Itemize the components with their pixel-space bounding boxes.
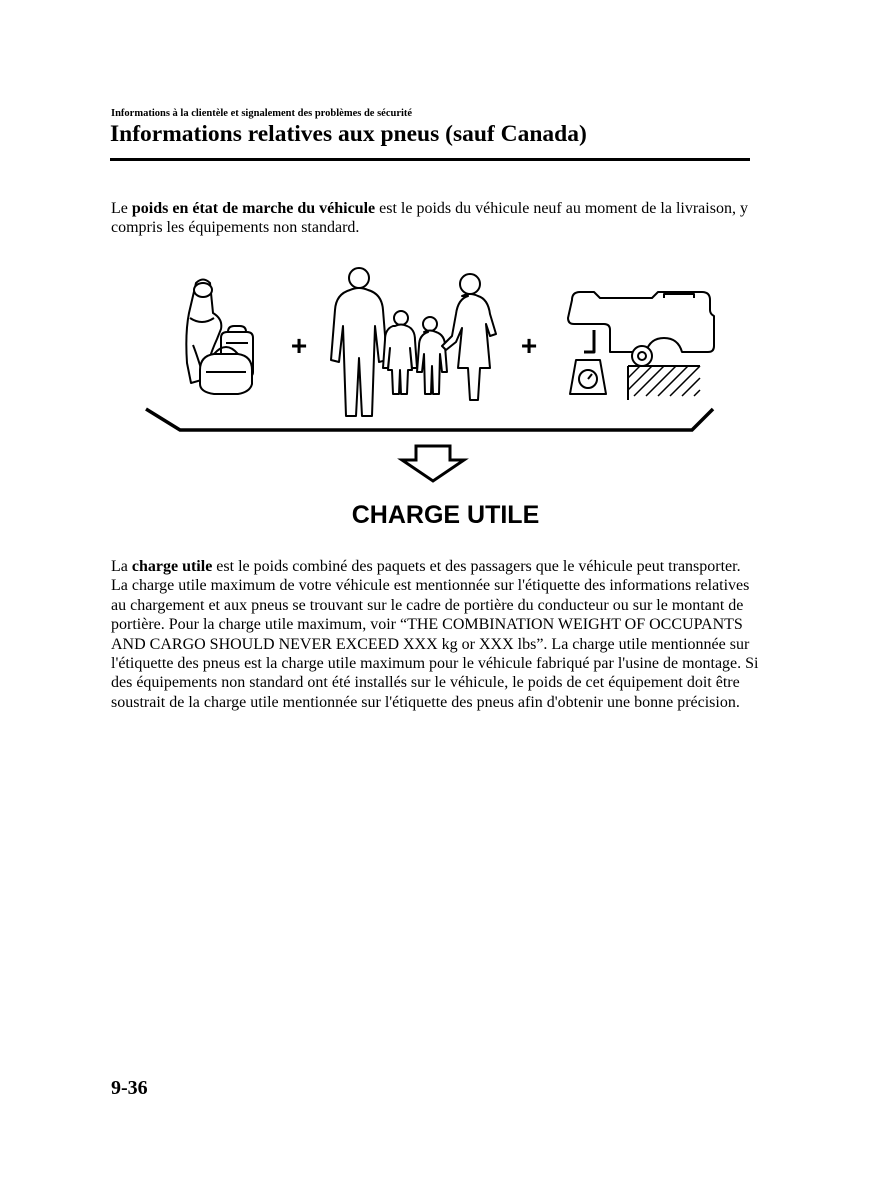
plus-sign-2: +: [520, 330, 538, 361]
grouping-bracket: [146, 409, 713, 430]
passengers-icon: [331, 268, 496, 416]
payload-rest: est le poids combiné des paquets et des passagers que le véhicule peut transporter. La charge utile maximum de votre véhicule est mentionnée sur l'étiquette des informations relatives au chargement et aux pneus se trouvant sur le cadre de portière du conducteur ou sur le montant de portière. Pour la charge utile maximum, voir “THE COMBINATION WEIGHT OF OCCUPANTS AND CARGO SHOULD NEVER EXCEED XXX kg or XXX lbs”. La charge utile mentionnée sur l'étiquette des pneus est la charge utile maximum pour le véhicule fabriqué par l'usine de montage. Si des équipements non standard ont été installés sur le véhicule, le poids de cet équipement doit être soustrait de la charge utile mentionnée sur l'étiquette des pneus afin d'obtenir une bonne précision.: [111, 558, 759, 711]
plus-sign-1: +: [290, 330, 308, 361]
intro-lead: Le: [111, 200, 132, 217]
down-arrow-icon: [402, 446, 464, 481]
page-number: 9-36: [111, 1077, 148, 1099]
trailer-on-scale-icon: [568, 292, 714, 400]
page-title: Informations relatives aux pneus (sauf Canada): [110, 121, 587, 147]
charge-heading: CHARGE UTILE: [351, 501, 540, 529]
payload-lead: La: [111, 558, 132, 575]
intro-term: poids en état de marche du véhicule: [131, 200, 376, 217]
payload-paragraph: [111, 557, 761, 712]
payload-term: charge utile: [131, 558, 213, 575]
payload-illustration: [0, 0, 891, 500]
intro-rest: est le poids du véhicule neuf au moment de la livraison, y compris les équipements non standard.: [111, 200, 748, 237]
section-label: Informations à la clientèle et signalement des problèmes de sécurité: [111, 108, 413, 119]
luggage-icon: [186, 280, 253, 395]
